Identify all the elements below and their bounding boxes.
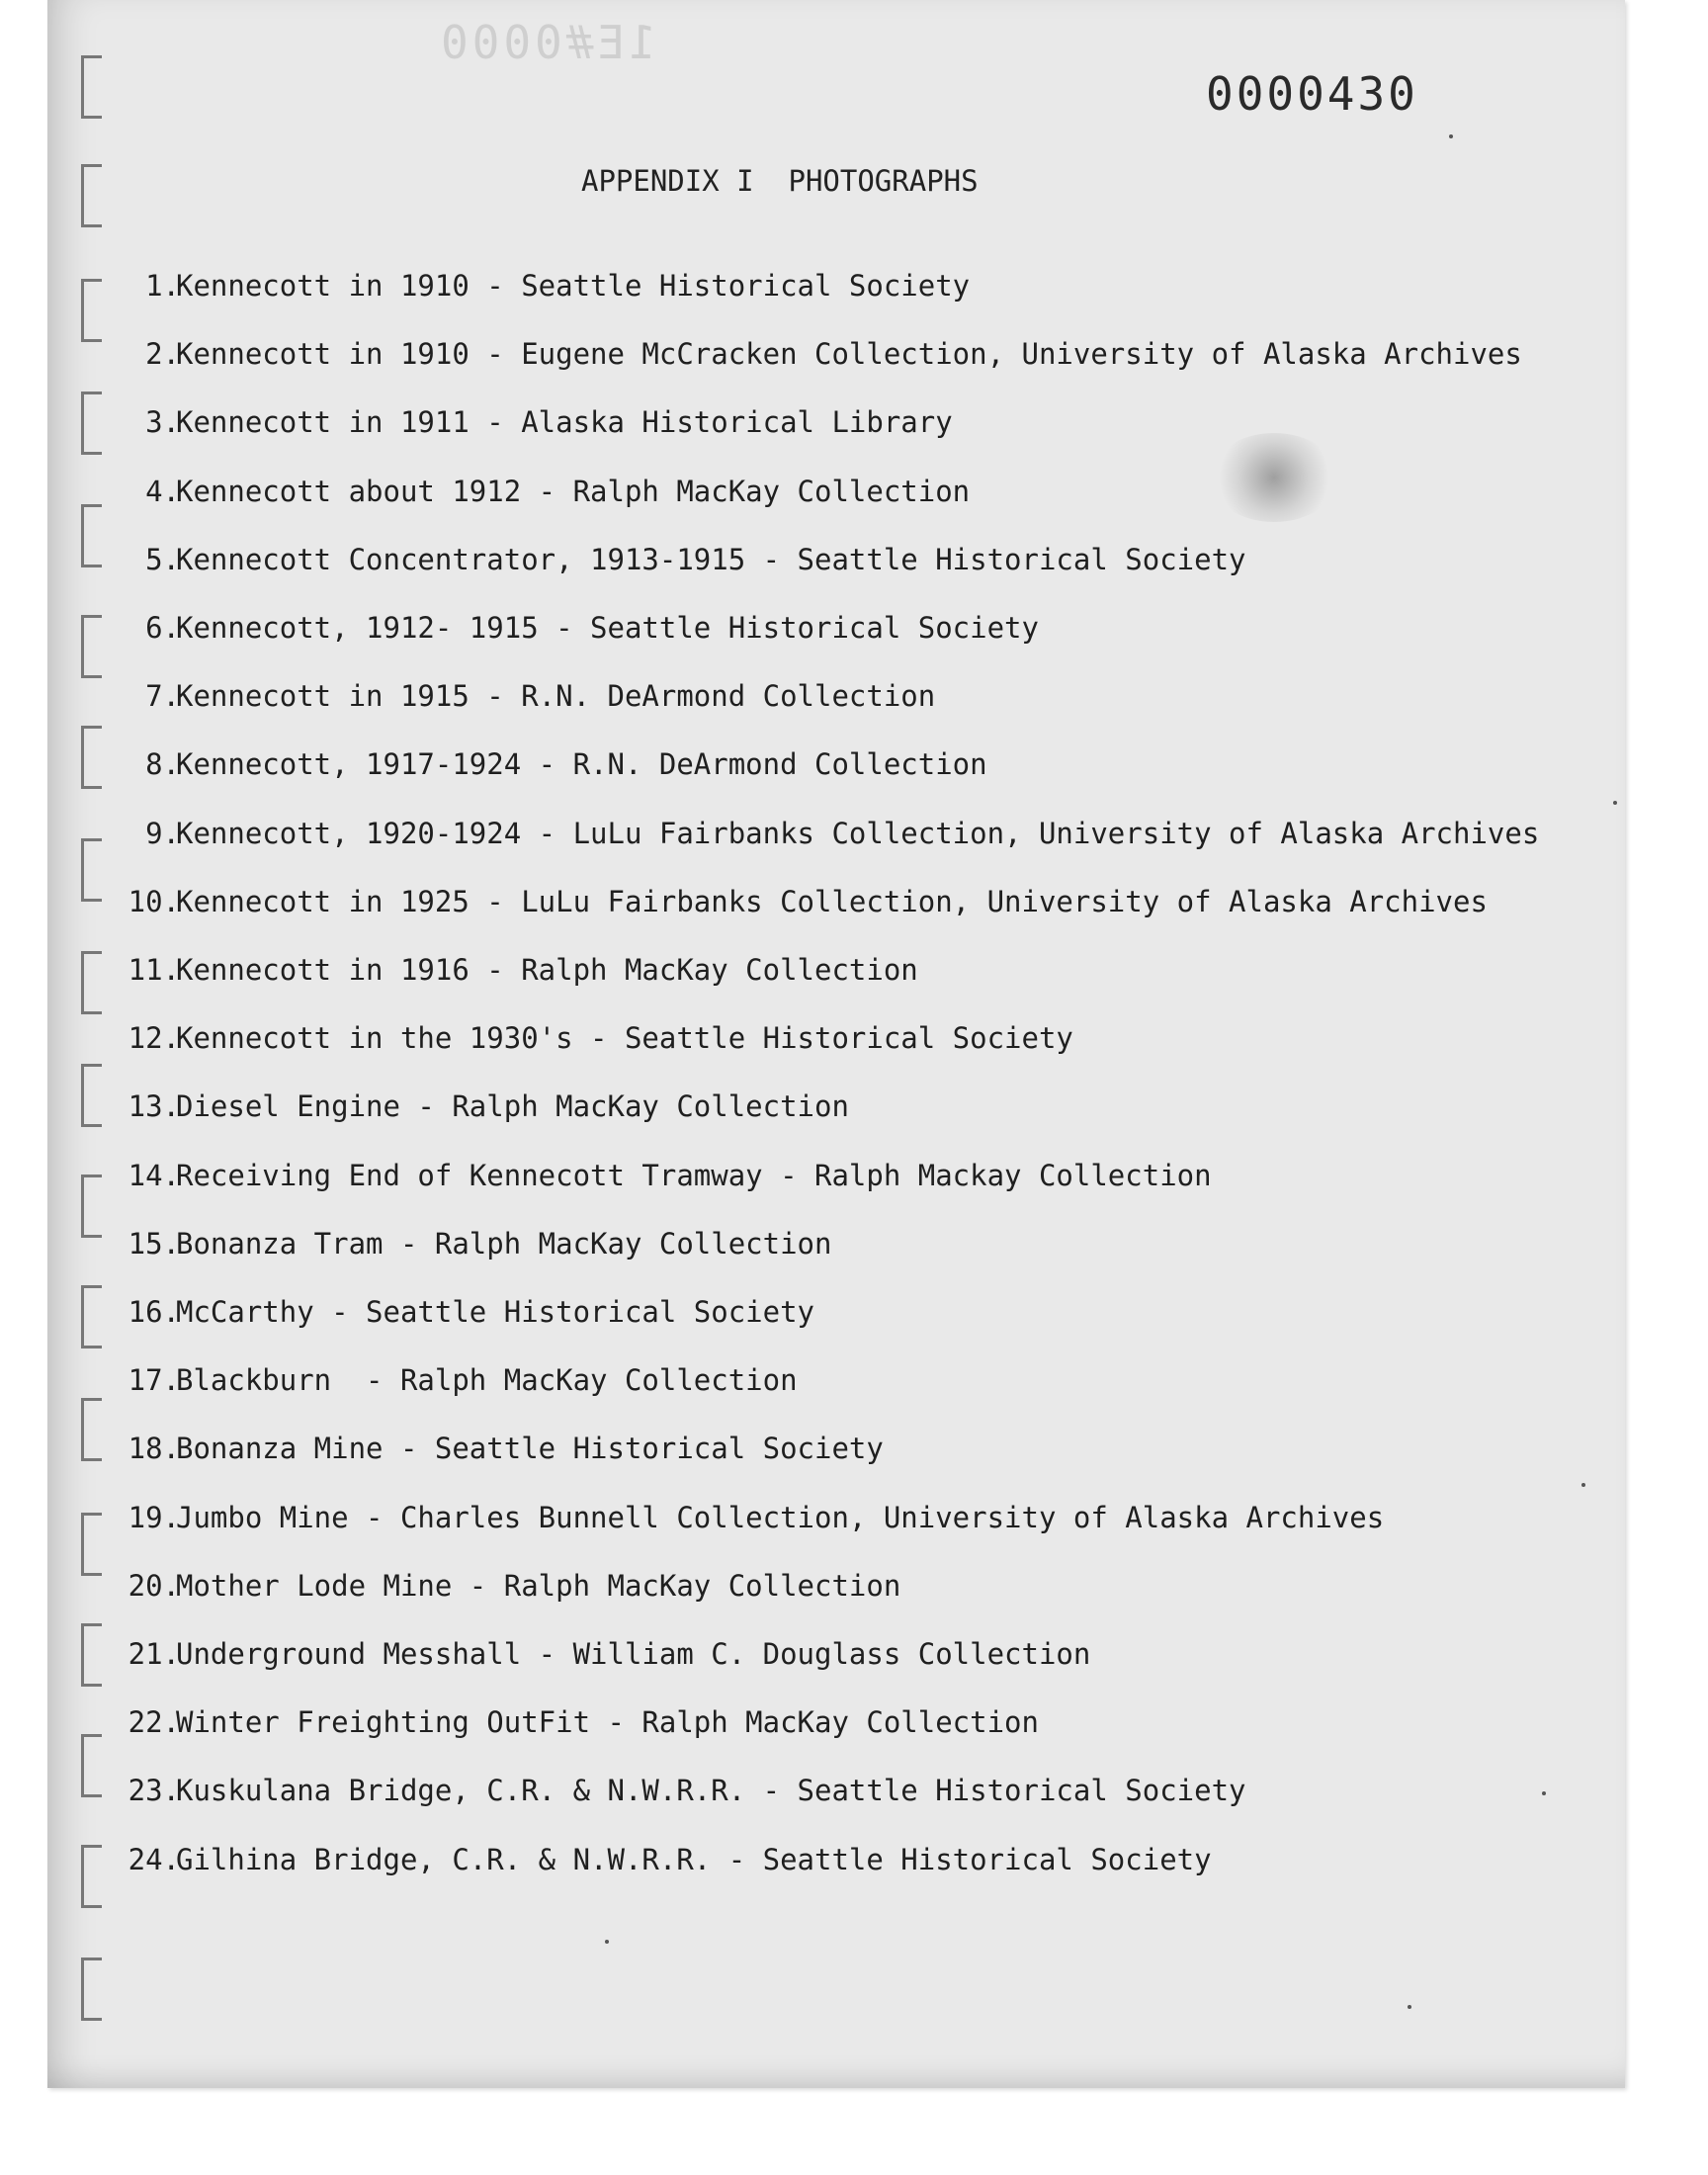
item-number: 22. — [128, 1705, 180, 1740]
item-text: Gilhina Bridge, C.R. & N.W.R.R. - Seattle Historical Society — [176, 1842, 1212, 1876]
dust-speck — [1449, 134, 1453, 138]
item-text: Kennecott, 1912- 1915 - Seattle Historical Society — [176, 611, 1039, 645]
binder-tab — [81, 164, 102, 227]
item-text: Kennecott in 1910 - Seattle Historical Society — [176, 269, 971, 303]
item-text: Bonanza Tram - Ralph MacKay Collection — [176, 1226, 832, 1261]
item-number: 10. — [128, 884, 180, 918]
dust-speck — [1613, 801, 1617, 805]
dust-speck — [1408, 2005, 1411, 2009]
item-text: Blackburn - Ralph MacKay Collection — [176, 1363, 798, 1398]
item-number: 12. — [128, 1021, 180, 1056]
dust-speck — [1542, 1791, 1546, 1795]
item-text: Kuskulana Bridge, C.R. & N.W.R.R. - Seattle Historical Society — [176, 1774, 1246, 1808]
item-number: 6. — [145, 611, 180, 645]
item-number: 23. — [128, 1774, 180, 1808]
item-number: 21. — [128, 1637, 180, 1671]
item-number: 17. — [128, 1363, 180, 1398]
item-text: Kennecott, 1920-1924 - LuLu Fairbanks Collection, University of Alaska Archives — [176, 816, 1540, 850]
item-text: Bonanza Mine - Seattle Historical Society — [176, 1432, 884, 1466]
item-number: 20. — [128, 1568, 180, 1603]
item-number: 16. — [128, 1295, 180, 1329]
item-text: McCarthy - Seattle Historical Society — [176, 1295, 815, 1329]
item-text: Diesel Engine - Ralph MacKay Collection — [176, 1089, 849, 1124]
binder-tab — [81, 55, 102, 119]
item-text: Winter Freighting OutFit - Ralph MacKay Collection — [176, 1705, 1039, 1740]
dust-speck — [605, 1940, 609, 1944]
item-number: 8. — [145, 747, 180, 782]
item-text: Kennecott in 1925 - LuLu Fairbanks Collection, University of Alaska Archives — [176, 884, 1488, 918]
item-number: 14. — [128, 1158, 180, 1192]
dust-speck — [1581, 1483, 1585, 1487]
item-text: Kennecott Concentrator, 1913-1915 - Seattle Historical Society — [176, 542, 1246, 576]
item-number: 7. — [145, 679, 180, 714]
item-text: Kennecott in 1911 - Alaska Historical Library — [176, 405, 953, 440]
item-number: 15. — [128, 1226, 180, 1261]
ink-smudge — [1210, 433, 1338, 522]
item-number: 5. — [145, 542, 180, 576]
item-text: Jumbo Mine - Charles Bunnell Collection, University of Alaska Archives — [176, 1500, 1385, 1534]
item-number: 24. — [128, 1842, 180, 1876]
item-text: Underground Messhall - William C. Douglass Collection — [176, 1637, 1091, 1671]
page-title: APPENDIX I PHOTOGRAPHS — [581, 164, 979, 198]
item-text: Kennecott, 1917-1924 - R.N. DeArmond Collection — [176, 747, 987, 782]
document-page — [47, 0, 1625, 2088]
ghost-document-number: 1E#0000 — [437, 16, 656, 69]
item-text: Kennecott about 1912 - Ralph MacKay Collection — [176, 474, 971, 508]
item-text: Kennecott in the 1930's - Seattle Historical Society — [176, 1021, 1073, 1056]
item-number: 4. — [145, 474, 180, 508]
item-number: 2. — [145, 337, 180, 372]
item-text: Receiving End of Kennecott Tramway - Ralph Mackay Collection — [176, 1158, 1212, 1192]
item-number: 18. — [128, 1432, 180, 1466]
item-number: 1. — [145, 269, 180, 303]
item-text: Mother Lode Mine - Ralph MacKay Collection — [176, 1568, 901, 1603]
item-number: 13. — [128, 1089, 180, 1124]
item-text: Kennecott in 1910 - Eugene McCracken Collection, University of Alaska Archives — [176, 337, 1522, 372]
item-text: Kennecott in 1915 - R.N. DeArmond Collection — [176, 679, 936, 714]
item-number: 19. — [128, 1500, 180, 1534]
item-number: 9. — [145, 816, 180, 850]
item-number: 3. — [145, 405, 180, 440]
item-text: Kennecott in 1916 - Ralph MacKay Collection — [176, 953, 918, 987]
item-number: 11. — [128, 953, 180, 987]
document-number: 0000430 — [1206, 67, 1418, 121]
binder-tab — [81, 1958, 102, 2021]
